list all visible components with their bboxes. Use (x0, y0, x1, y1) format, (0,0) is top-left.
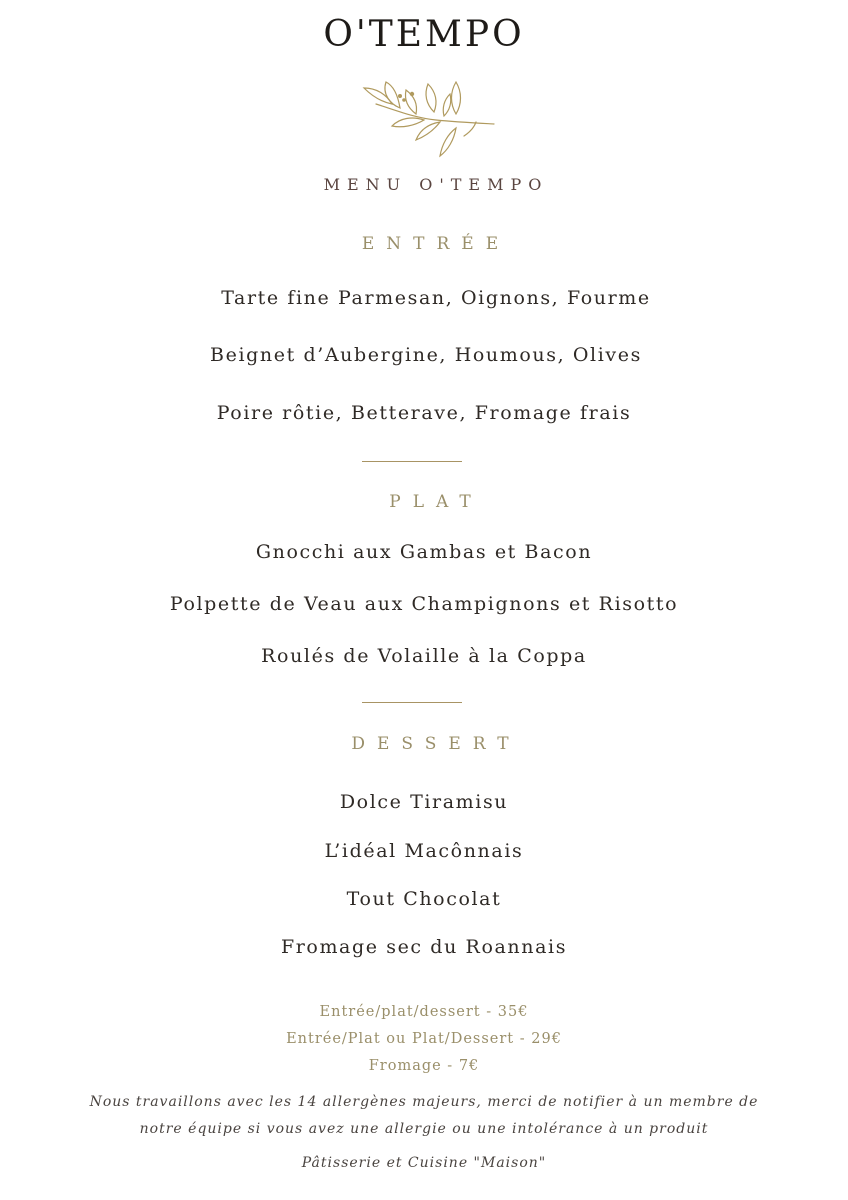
olive-branch-icon (356, 74, 496, 164)
section-divider (362, 702, 462, 703)
price-line: Fromage - 7€ (368, 1058, 480, 1074)
dish-item: Tout Chocolat (346, 888, 502, 910)
dish-item: Polpette de Veau aux Champignons et Risotto (169, 593, 679, 615)
dish-item: L’idéal Macônnais (324, 840, 524, 862)
section-title-entree: ENTRÉE (361, 234, 511, 254)
section-divider (362, 461, 462, 462)
dish-item: Beignet d’Aubergine, Houmous, Olives (210, 344, 642, 366)
section-title-dessert: DESSERT (351, 734, 521, 754)
footer-note: Pâtisserie et Cuisine "Maison" (301, 1155, 547, 1171)
allergen-note: notre équipe si vous avez une allergie ou une intolérance à un produit (139, 1121, 709, 1137)
dish-item: Roulés de Volaille à la Coppa (261, 645, 587, 667)
restaurant-name: O'TEMPO (323, 14, 525, 55)
dish-item: Fromage sec du Roannais (280, 936, 568, 958)
allergen-note: Nous travaillons avec les 14 allergènes majeurs, merci de notifier à un membre de (89, 1094, 759, 1110)
price-line: Entrée/Plat ou Plat/Dessert - 29€ (286, 1031, 562, 1047)
dish-item: Gnocchi aux Gambas et Bacon (255, 541, 593, 563)
dish-item: Dolce Tiramisu (339, 791, 509, 813)
price-line: Entrée/plat/dessert - 35€ (319, 1004, 529, 1020)
menu-title: MENU O'TEMPO (323, 175, 549, 194)
dish-item: Poire rôtie, Betterave, Fromage frais (216, 402, 632, 424)
section-title-plat: PLAT (389, 492, 483, 512)
dish-item: Tarte fine Parmesan, Oignons, Fourme (221, 287, 651, 309)
